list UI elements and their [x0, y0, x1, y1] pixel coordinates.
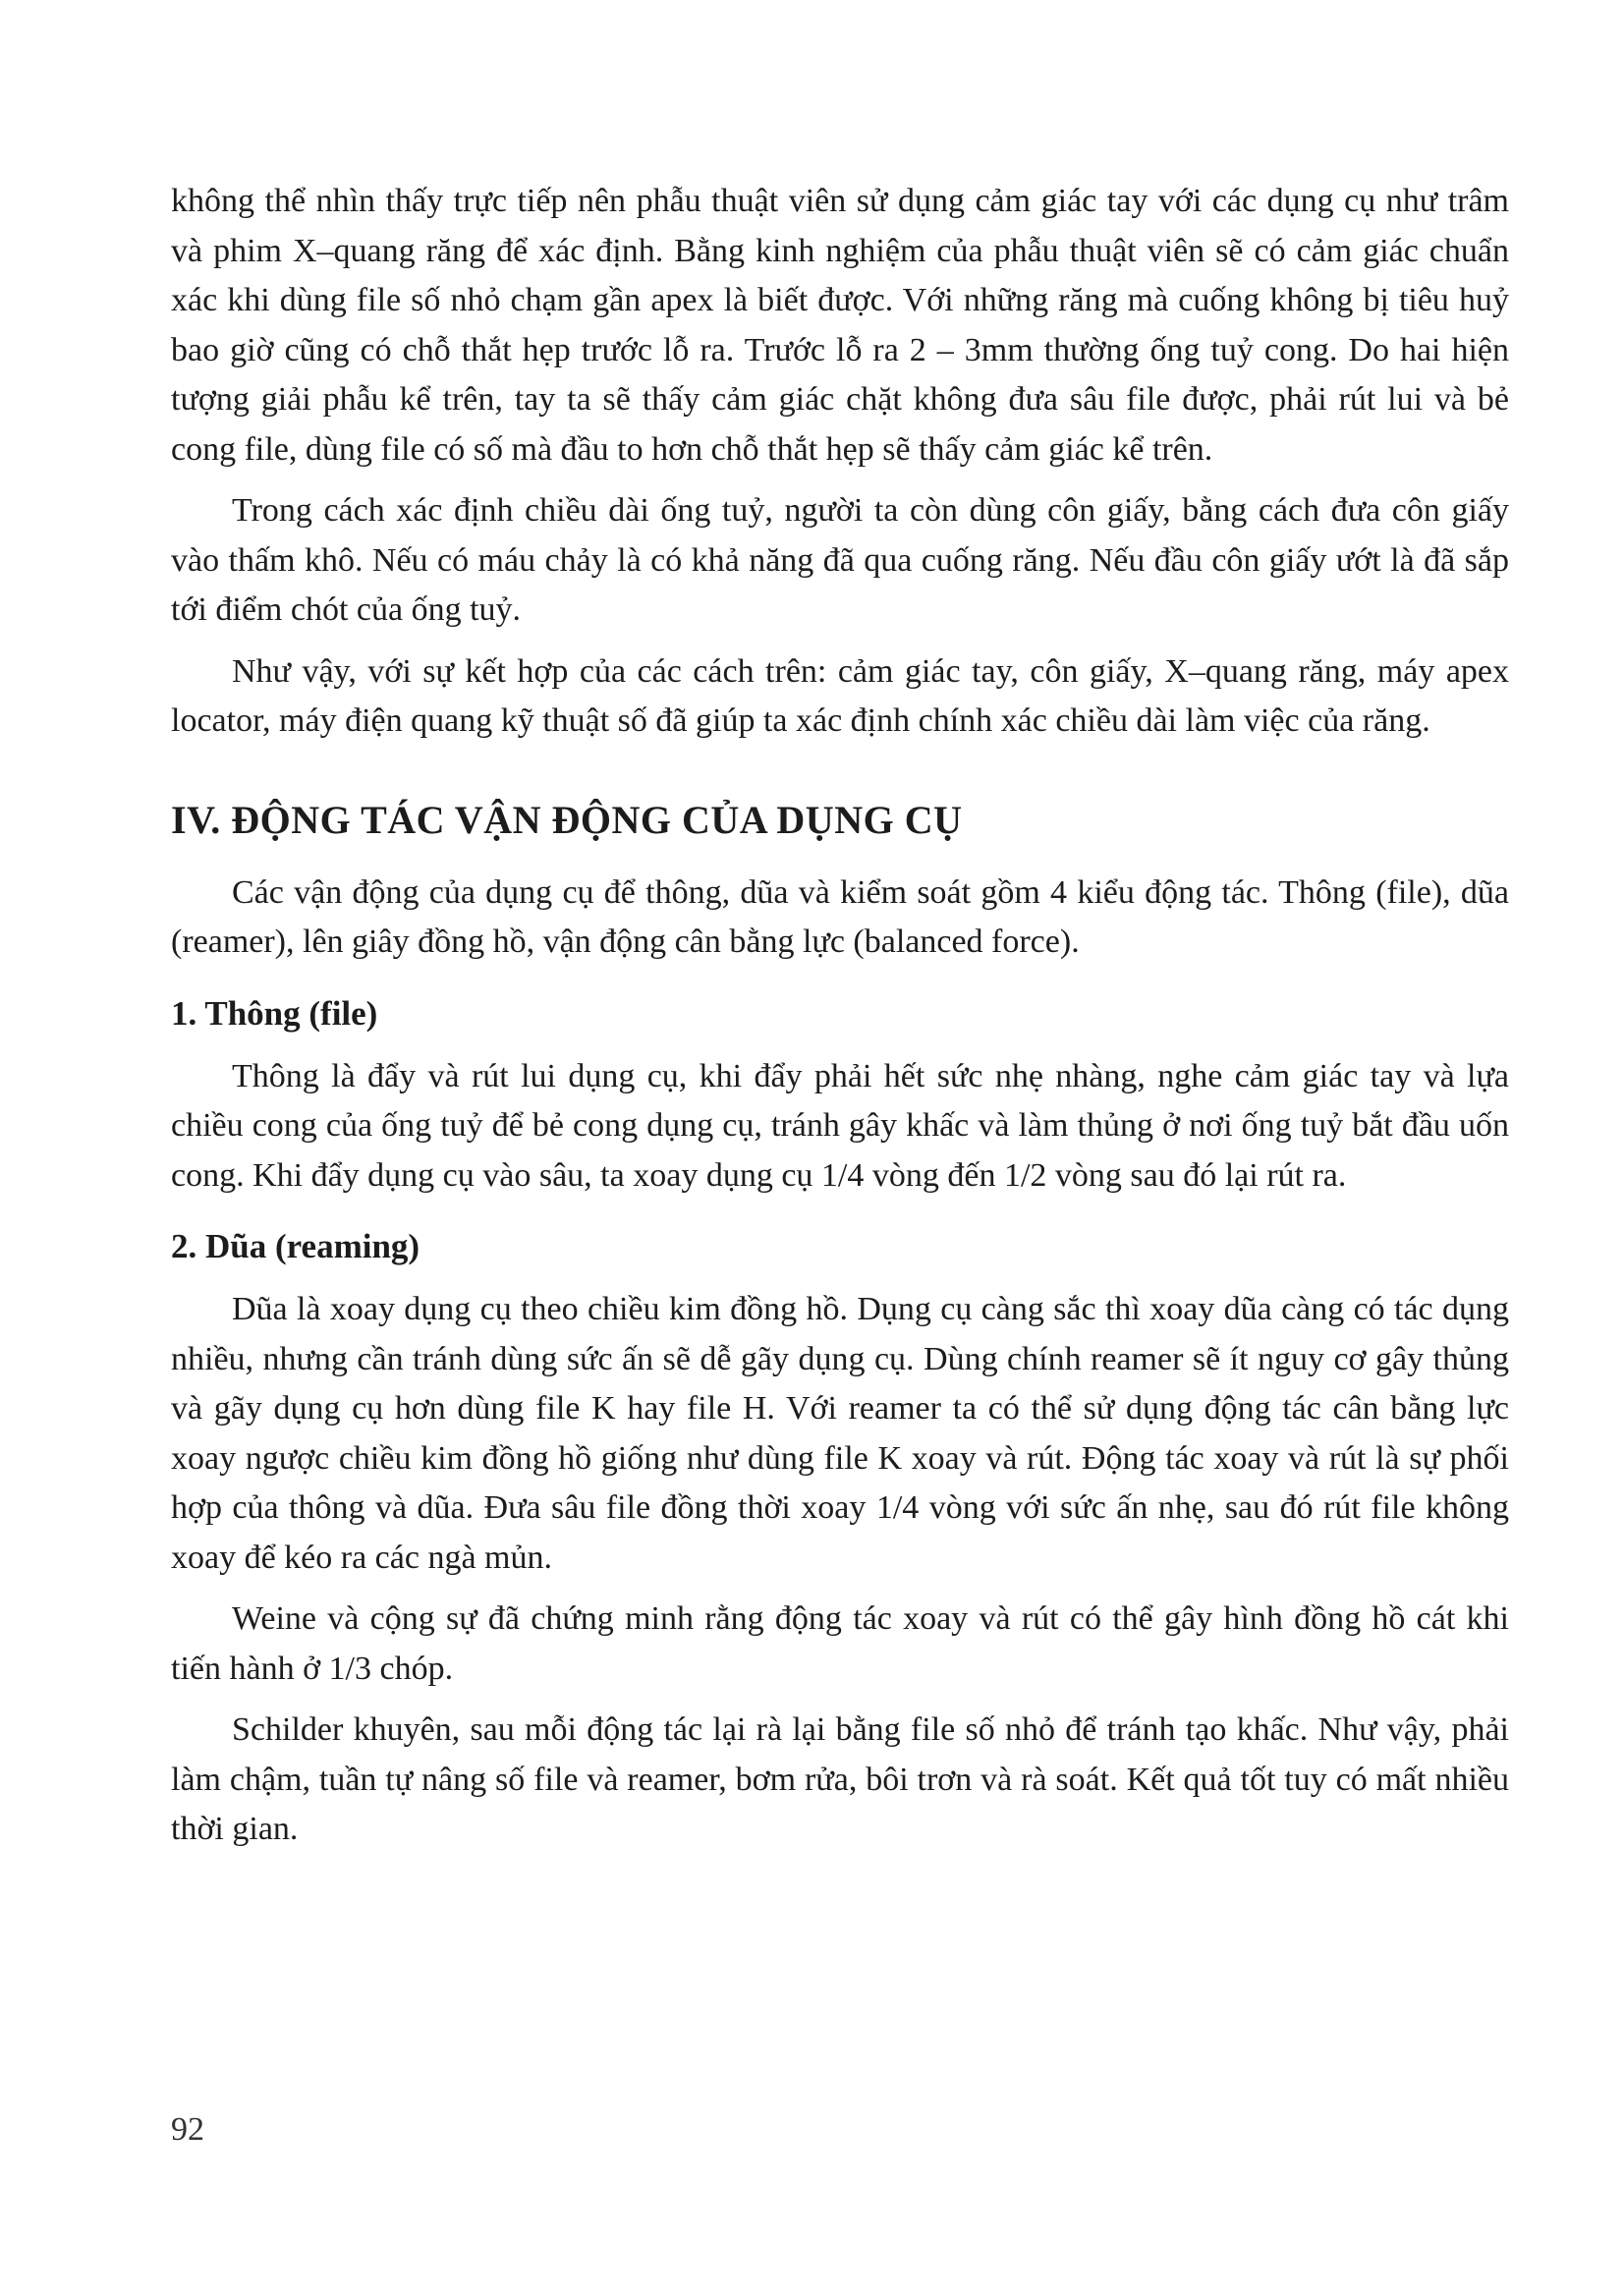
body-paragraph: không thể nhìn thấy trực tiếp nên phẫu thuật viên sử dụng cảm giác tay với các dụng cụ như trâm và phim X–quang răng để xác định. Bằng kinh nghiệm của phẫu thuật viên sẽ có cảm giác chuẩn xác khi dùng file số nhỏ chạm gần apex là biết được. Với những răng mà cuống không bị tiêu huỷ bao giờ cũng có chỗ thắt hẹp trước lỗ ra. Trước lỗ ra 2 – 3mm thường ống tuỷ cong. Do hai hiện tượng giải phẫu kể trên, tay ta sẽ thấy cảm giác chặt không đưa sâu file được, phải rút lui và bẻ cong file, dùng file có số mà đầu to hơn chỗ thắt hẹp sẽ thấy cảm giác kể trên.	[171, 183, 1509, 468]
page-number: 92	[171, 2111, 204, 2148]
subsection-heading: 2. Dũa (reaming)	[171, 1227, 420, 1265]
page-content	[171, 177, 1509, 1855]
body-paragraph: Như vậy, với sự kết hợp của các cách trên: cảm giác tay, côn giấy, X–quang răng, máy apex locator, máy điện quang kỹ thuật số đã giúp ta xác định chính xác chiều dài làm việc của răng.	[171, 652, 1509, 739]
body-paragraph: Thông là đẩy và rút lui dụng cụ, khi đẩy phải hết sức nhẹ nhàng, nghe cảm giác tay và lựa chiều cong của ống tuỷ để bẻ cong dụng cụ, tránh gây khấc và làm thủng ở nơi ống tuỷ bắt đầu uốn cong. Khi đẩy dụng cụ vào sâu, ta xoay dụng cụ 1/4 vòng đến 1/2 vòng sau đó lại rút ra.	[171, 1057, 1509, 1194]
subsection-heading: 1. Thông (file)	[171, 993, 378, 1033]
body-paragraph: Trong cách xác định chiều dài ống tuỷ, người ta còn dùng côn giấy, bằng cách đưa côn giấy vào thấm khô. Nếu có máu chảy là có khả năng đã qua cuống răng. Nếu đầu côn giấy ướt là đã sắp tới điểm chót của ống tuỷ.	[171, 492, 1509, 628]
body-paragraph: Weine và cộng sự đã chứng minh rằng động tác xoay và rút có thể gây hình đồng hồ cát khi tiến hành ở 1/3 chóp.	[171, 1600, 1509, 1687]
section-intro-paragraph: Các vận động của dụng cụ để thông, dũa và kiểm soát gồm 4 kiểu động tác. Thông (file), dũa (reamer), lên giây đồng hồ, vận động cân bằng lực (balanced force).	[171, 873, 1509, 960]
body-paragraph: Dũa là xoay dụng cụ theo chiều kim đồng hồ. Dụng cụ càng sắc thì xoay dũa càng có tác dụng nhiều, nhưng cần tránh dùng sức ấn sẽ dễ gãy dụng cụ. Dùng chính reamer sẽ ít nguy cơ gây thủng và gãy dụng cụ hơn dùng file K hay file H. Với reamer ta có thể sử dụng động tác cân bằng lực xoay ngược chiều kim đồng hồ giống như dùng file K xoay và rút. Động tác xoay và rút là sự phối hợp của thông và dũa. Đưa sâu file đồng thời xoay 1/4 vòng với sức ấn nhẹ, sau đó rút file không xoay để kéo ra các ngà mủn.	[171, 1291, 1509, 1576]
section-heading: IV. ĐỘNG TÁC VẬN ĐỘNG CỦA DỤNG CỤ	[171, 797, 963, 842]
body-paragraph: Schilder khuyên, sau mỗi động tác lại rà lại bằng file số nhỏ để tránh tạo khấc. Như vậy, phải làm chậm, tuần tự nâng số file và reamer, bơm rửa, bôi trơn và rà soát. Kết quả tốt tuy có mất nhiều thời gian.	[171, 1711, 1509, 1847]
